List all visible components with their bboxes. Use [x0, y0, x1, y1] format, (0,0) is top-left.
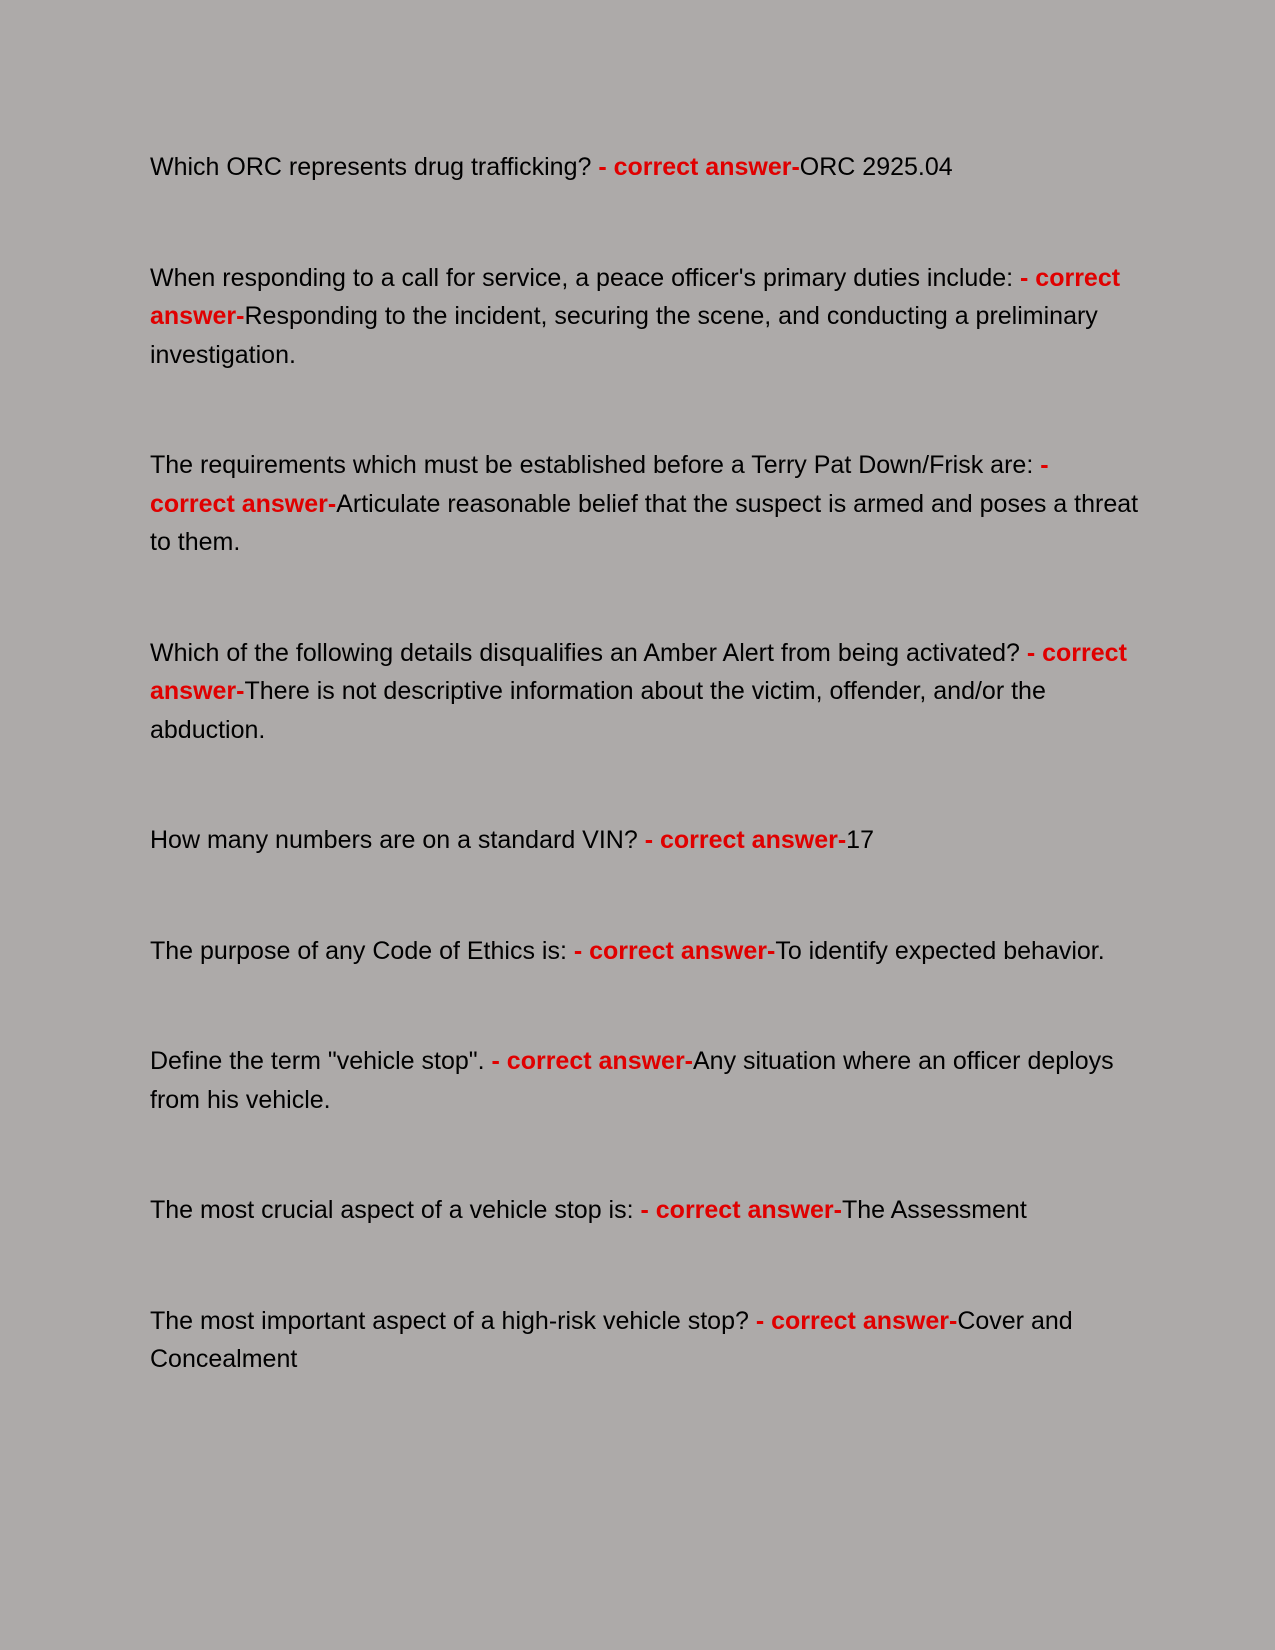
- qa-item: [150, 821, 1140, 860]
- answer-text: To identify expected behavior.: [775, 936, 1105, 965]
- answer-marker: - correct answer-: [640, 1196, 842, 1224]
- question-text: Which of the following details disqualifies an Amber Alert from being activated?: [150, 638, 1027, 667]
- answer-marker: - correct answer-: [598, 153, 800, 181]
- question-text: Which ORC represents drug trafficking?: [150, 153, 599, 181]
- answer-text: 17: [846, 826, 874, 854]
- answer-marker: - correct answer-: [150, 263, 1121, 330]
- qa-item: [150, 932, 1140, 971]
- qa-item: [150, 1302, 1140, 1379]
- qa-item: [150, 259, 1140, 375]
- answer-marker: - correct answer-: [644, 826, 847, 854]
- question-text: The most important aspect of a high-risk vehicle stop?: [150, 1306, 756, 1335]
- answer-marker: - correct answer-: [573, 936, 776, 965]
- question-text: The most crucial aspect of a vehicle stop is:: [150, 1196, 641, 1224]
- qa-item: [150, 446, 1140, 562]
- answer-marker: - correct answer-: [150, 638, 1127, 705]
- answer-text: Cover and Concealment: [150, 1306, 1073, 1373]
- qa-item: [150, 148, 1140, 187]
- qa-item: [150, 1042, 1140, 1119]
- answer-marker: - correct answer-: [755, 1306, 958, 1335]
- question-text: The purpose of any Code of Ethics is:: [150, 936, 574, 965]
- answer-text: The Assessment: [841, 1196, 1027, 1224]
- answer-text: Any situation where an officer deploys from his vehicle.: [150, 1047, 1114, 1114]
- answer-text: ORC 2925.04: [799, 153, 953, 181]
- question-text: How many numbers are on a standard VIN?: [150, 826, 645, 854]
- answer-text: Articulate reasonable belief that the suspect is armed and poses a threat to them.: [150, 489, 1139, 556]
- answer-text: There is not descriptive information about the victim, offender, and/or the abduction.: [150, 677, 1046, 744]
- question-text: Define the term "vehicle stop".: [150, 1047, 492, 1075]
- qa-item: [150, 634, 1140, 750]
- question-text: The requirements which must be established before a Terry Pat Down/Frisk are:: [150, 451, 1041, 479]
- answer-marker: - correct answer-: [150, 451, 1049, 518]
- qa-item: [150, 1191, 1140, 1230]
- answer-text: Responding to the incident, securing the scene, and conducting a preliminary investigation.: [150, 302, 1098, 369]
- document-page: [150, 148, 1140, 1451]
- question-text: When responding to a call for service, a peace officer's primary duties include:: [150, 263, 1021, 292]
- answer-marker: - correct answer-: [491, 1047, 693, 1075]
